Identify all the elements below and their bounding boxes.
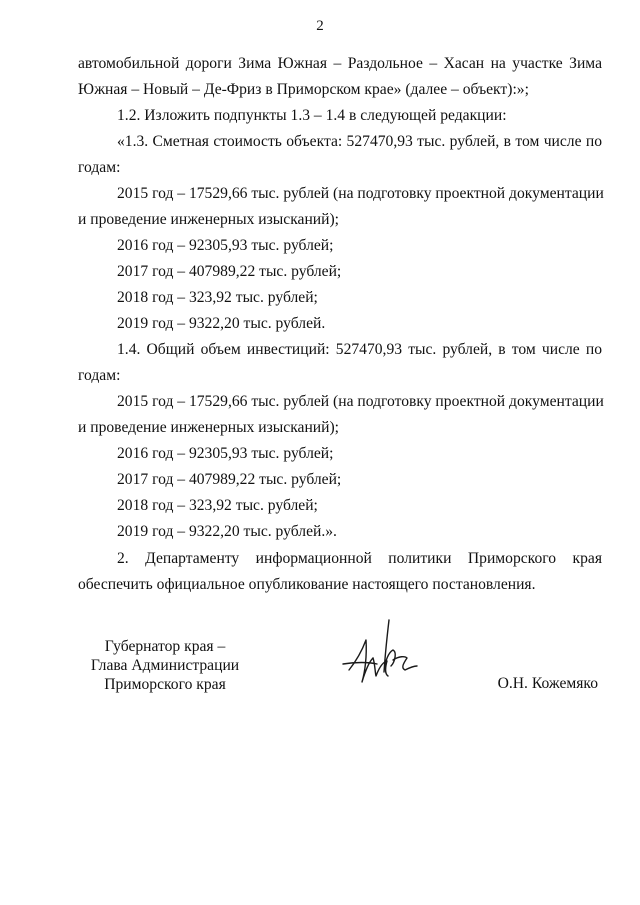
text-line: 2018 год – 323,92 тыс. рублей; xyxy=(117,289,318,306)
handwritten-signature xyxy=(335,612,425,697)
position-line: Приморского края xyxy=(104,676,226,693)
signatory-name: О.Н. Кожемяко xyxy=(497,675,598,692)
text-line: 2015 год – 17529,66 тыс. рублей (на подготовку проектной документации xyxy=(117,185,604,202)
text-line: 2017 год – 407989,22 тыс. рублей; xyxy=(117,263,342,280)
text-line: 1.4. Общий объем инвестиций: 527470,93 тыс. рублей, в том числе по xyxy=(117,341,602,358)
page-number: 2 xyxy=(316,18,324,34)
text-line: и проведение инженерных изысканий); xyxy=(78,211,340,228)
text-line: 2016 год – 92305,93 тыс. рублей; xyxy=(117,445,334,462)
position-line: Глава Администрации xyxy=(90,657,240,674)
text-line: 2. Департаменту информационной политики Приморского края xyxy=(117,550,602,567)
text-line: 2015 год – 17529,66 тыс. рублей (на подготовку проектной документации xyxy=(117,393,604,410)
text-line: автомобильной дороги Зима Южная – Раздольное – Хасан на участке Зима xyxy=(78,55,602,72)
text-line: Южная – Новый – Де-Фриз в Приморском крае» (далее – объект):»; xyxy=(78,81,529,98)
text-line: 1.2. Изложить подпункты 1.3 – 1.4 в следующей редакции: xyxy=(117,107,507,124)
text-line: годам: xyxy=(78,159,121,176)
position-line: Губернатор края – xyxy=(104,638,226,655)
text-line: 2017 год – 407989,22 тыс. рублей; xyxy=(117,471,342,488)
text-line: 2016 год – 92305,93 тыс. рублей; xyxy=(117,237,334,254)
text-line: годам: xyxy=(78,367,121,384)
text-line: обеспечить официальное опубликование настоящего постановления. xyxy=(78,576,536,593)
signatory-position xyxy=(80,637,250,694)
text-line: 2019 год – 9322,20 тыс. рублей.». xyxy=(117,523,337,540)
text-line: «1.3. Сметная стоимость объекта: 527470,93 тыс. рублей, в том числе по xyxy=(117,133,602,150)
text-line: и проведение инженерных изысканий); xyxy=(78,419,340,436)
text-line: 2018 год – 323,92 тыс. рублей; xyxy=(117,497,318,514)
text-line: 2019 год – 9322,20 тыс. рублей. xyxy=(117,315,326,332)
